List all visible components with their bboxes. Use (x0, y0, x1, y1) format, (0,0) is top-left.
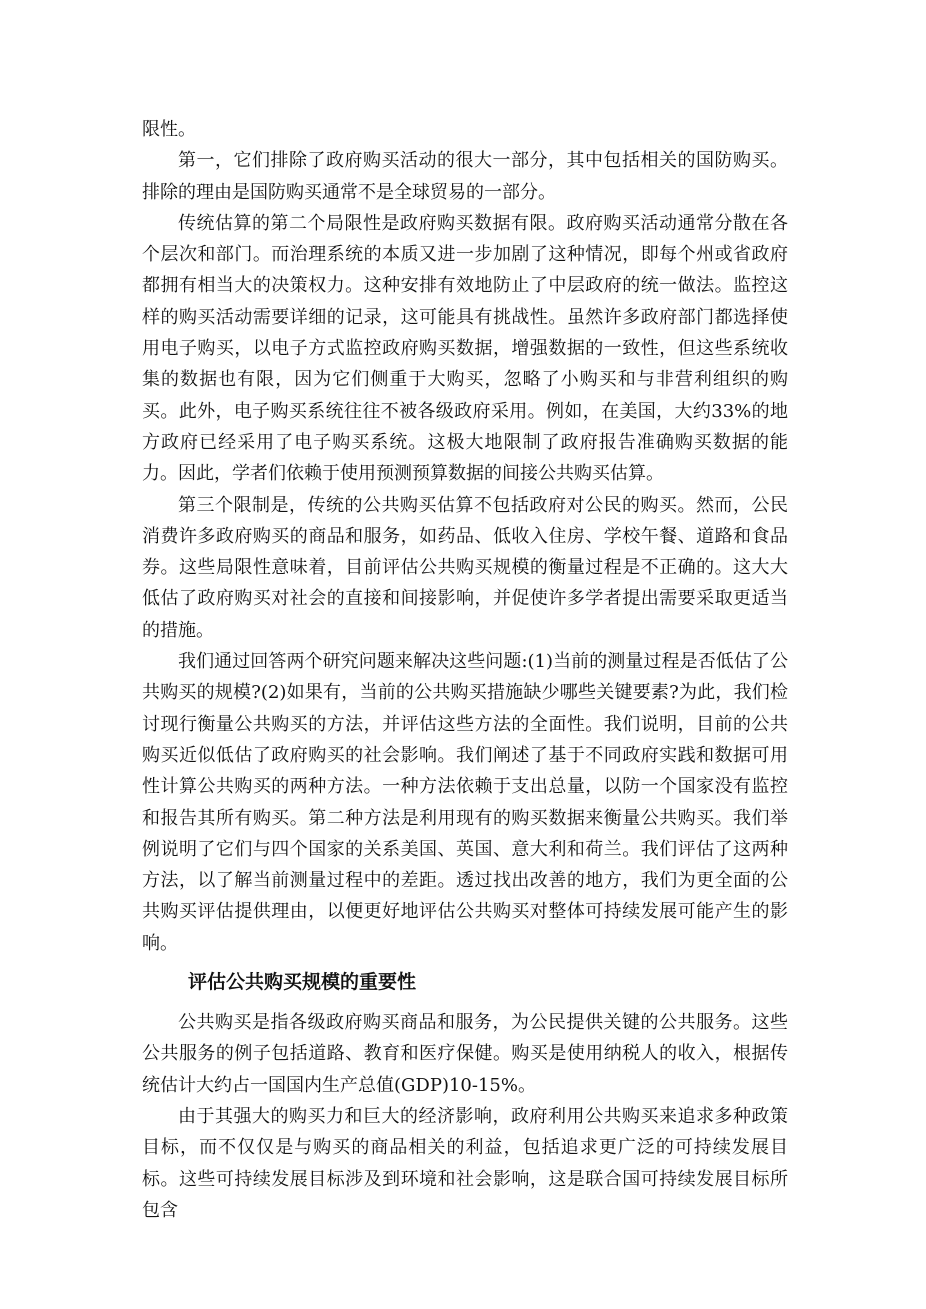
paragraph-policy-goals: 由于其强大的购买力和巨大的经济影响，政府利用公共购买来追求多种政策目标，而不仅仅是与购买的商品相关的利益，包括追求更广泛的可持续发展目标。这些可持续发展目标涉及到环境和社会影响，这是联合国可持续发展目标所包含 (142, 1105, 788, 1221)
document-page (142, 114, 788, 1226)
paragraph-citizen-purchases: 第三个限制是，传统的公共购买估算不包括政府对公民的购买。然而，公民消费许多政府购买的商品和服务，如药品、低收入住房、学校午餐、道路和食品券。这些局限性意味着，目前评估公共购买规模的衡量过程是不正确的。这大大低估了政府购买对社会的直接和间接影响，并促使许多学者提出需要采取更适当的措施。 (142, 494, 788, 641)
paragraph-public-purchase-definition: 公共购买是指各级政府购买商品和服务，为公民提供关键的公共服务。这些公共服务的例子包括道路、教育和医疗保健。购买是使用纳税人的收入，根据传统估计大约占一国国内生产总值(GDP)10-15%。 (142, 1012, 788, 1096)
paragraph-continuation: 限性。 (142, 119, 196, 140)
section-heading: 评估公共购买规模的重要性 (188, 971, 417, 994)
paragraph-data-limitation: 传统估算的第二个局限性是政府购买数据有限。政府购买活动通常分散在各个层次和部门。而治理系统的本质又进一步加剧了这种情况，即每个州或省政府都拥有相当大的决策权力。这种安排有效地防止了中层政府的统一做法。监控这样的购买活动需要详细的记录，这可能具有挑战性。虽然许多政府部门都选择使用电子购买，以电子方式监控政府购买数据，增强数据的一致性，但这些系统收集的数据也有限，因为它们侧重于大购买，忽略了小购买和与非营利组织的购买。此外，电子购买系统往往不被各级政府采用。例如，在美国，大约33%的地方政府已经采用了电子购买系统。这极大地限制了政府报告准确购买数据的能力。因此，学者们依赖于使用预测预算数据的间接公共购买估算。 (142, 212, 788, 485)
paragraph-research-questions: 我们通过回答两个研究问题来解决这些问题:(1)当前的测量过程是否低估了公共购买的规模?(2)如果有，当前的公共购买措施缺少哪些关键要素?为此，我们检讨现行衡量公共购买的方法，并评估这些方法的全面性。我们说明，目前的公共购买近似低估了政府购买的社会影响。我们阐述了基于不同政府实践和数据可用性计算公共购买的两种方法。一种方法依赖于支出总量，以防一个国家没有监控和报告其所有购买。第二种方法是利用现有的购买数据来衡量公共购买。我们举例说明了它们与四个国家的关系美国、英国、意大利和荷兰。我们评估了这两种方法，以了解当前测量过程中的差距。透过找出改善的地方，我们为更全面的公共购买评估提供理由，以便更好地评估公共购买对整体可持续发展可能产生的影响。 (142, 651, 788, 954)
paragraph-defense-exclusion: 第一，它们排除了政府购买活动的很大一部分，其中包括相关的国防购买。排除的理由是国防购买通常不是全球贸易的一部分。 (142, 150, 788, 203)
